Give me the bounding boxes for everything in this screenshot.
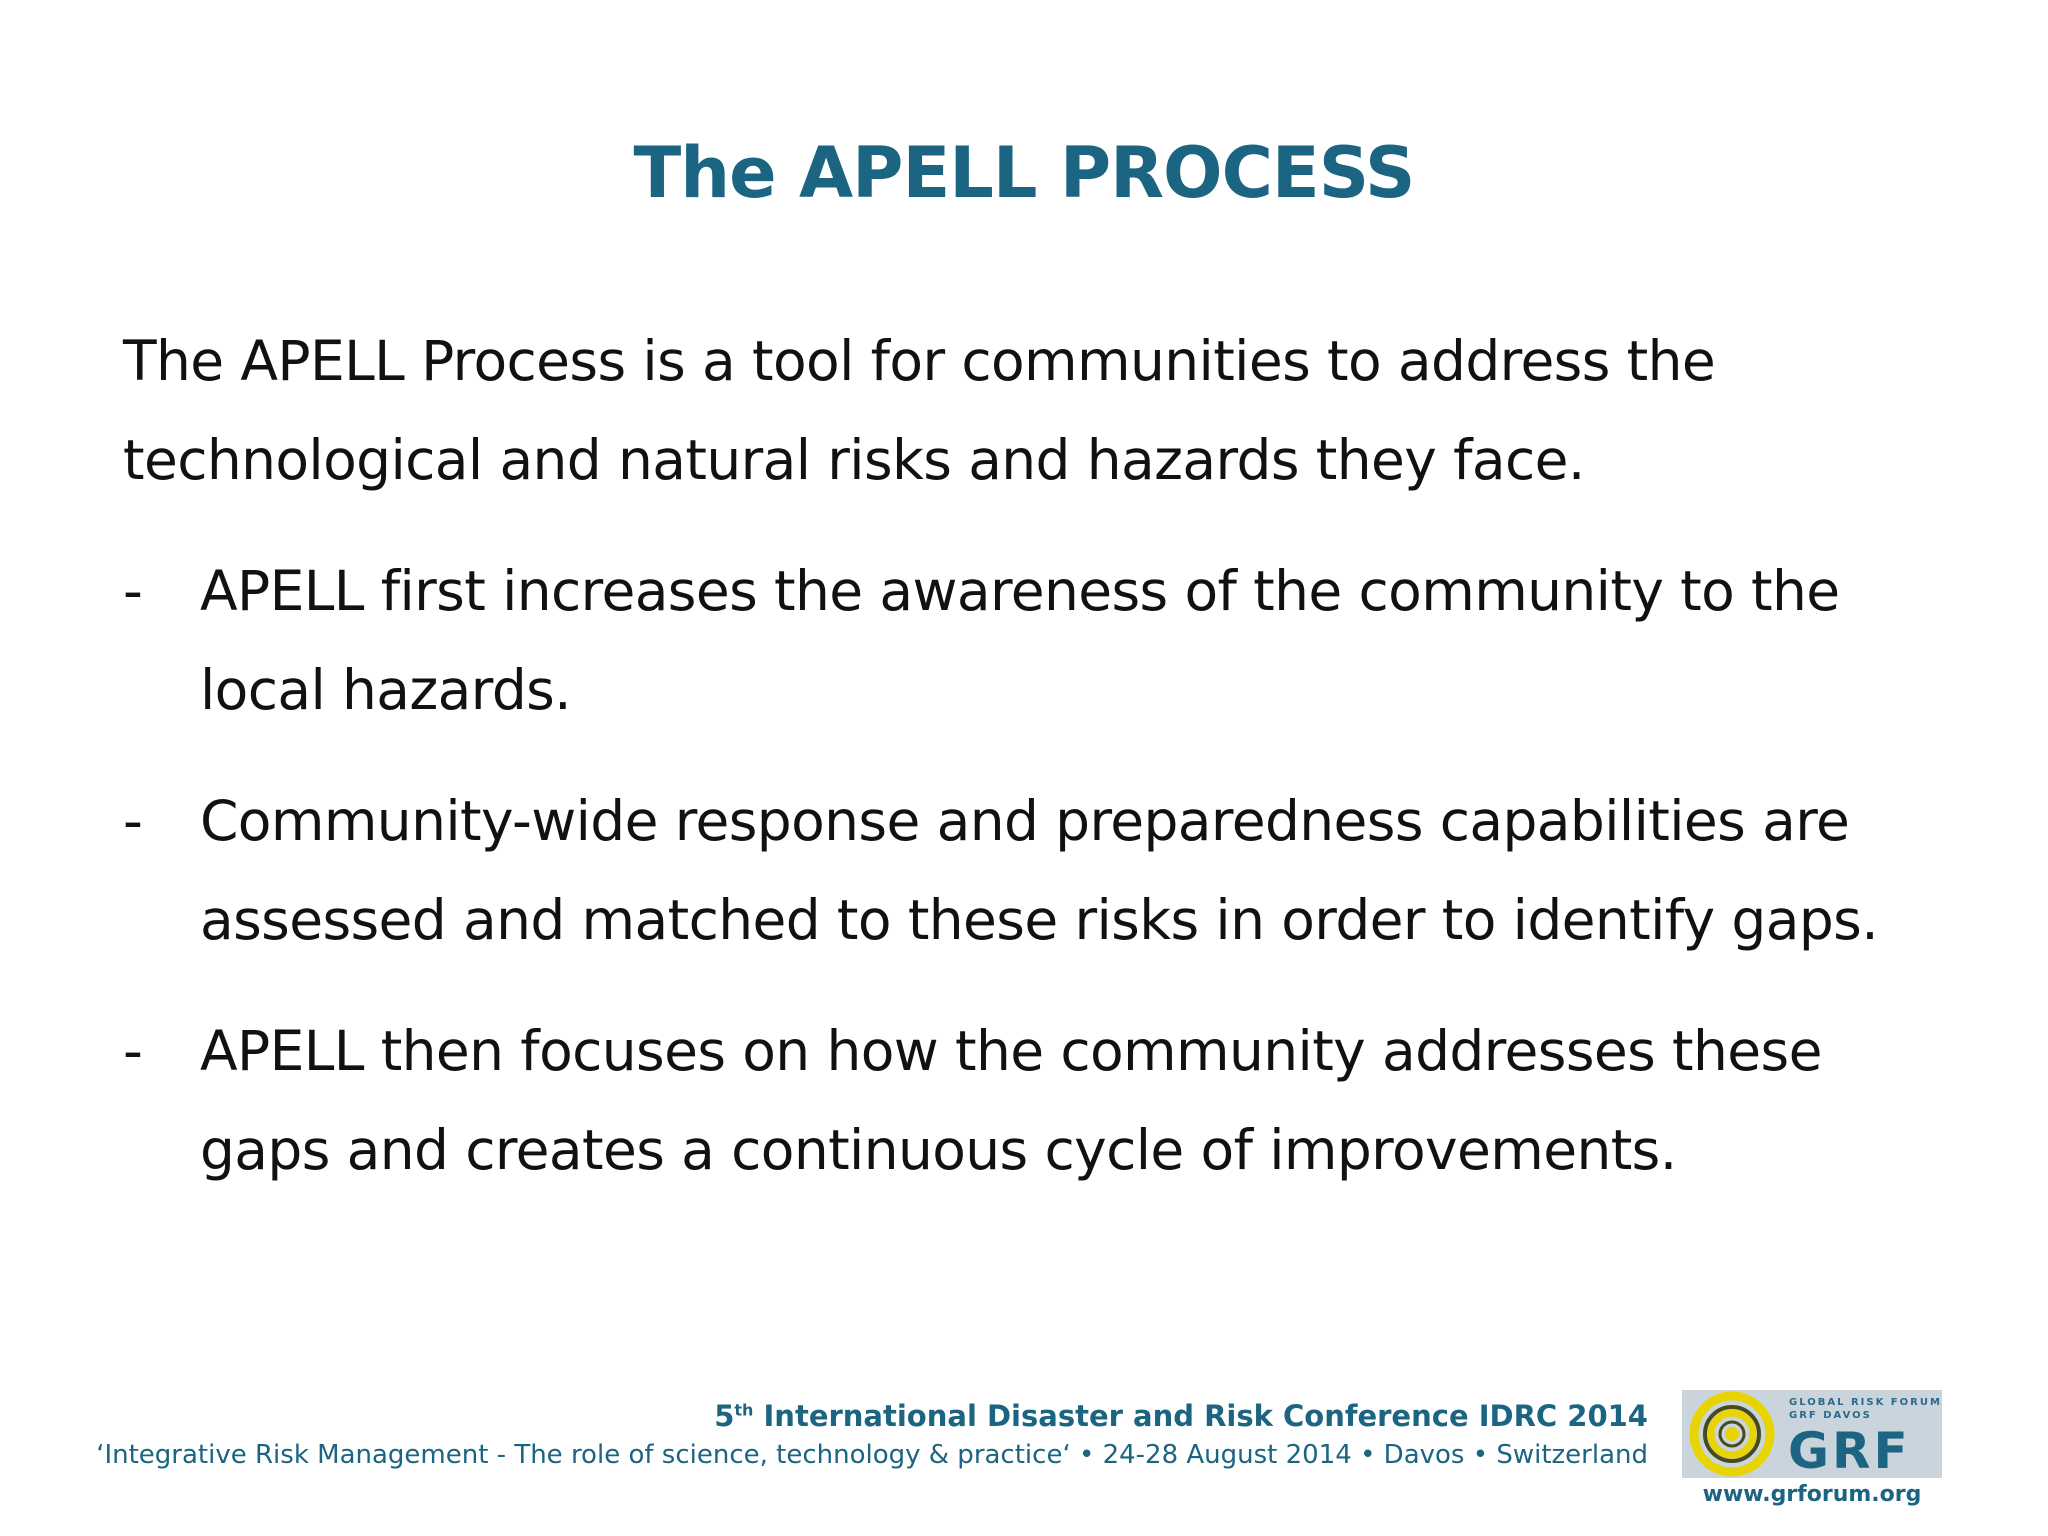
bullet-item [123, 1002, 1953, 1200]
intro-paragraph [123, 312, 1953, 510]
bullet-dash: - [123, 789, 143, 853]
conference-title [96, 1396, 1648, 1436]
bullet-dash: - [123, 1019, 143, 1083]
bullet-item [123, 542, 1953, 740]
bullet-line: local hazards. [200, 658, 572, 722]
bullet-dash: - [123, 559, 143, 623]
bullet-line: assessed and matched to these risks in order to identify gaps. [200, 888, 1879, 952]
bullet-line: APELL first increases the awareness of the community to the [200, 559, 1840, 623]
bullet-list [123, 542, 1953, 1200]
logo-url: www.grforum.org [1702, 1482, 1922, 1507]
concentric-circles-icon [1682, 1390, 1786, 1478]
grf-logo [1682, 1390, 1942, 1478]
conference-ordinal: th [734, 1400, 754, 1420]
intro-line-2: technological and natural risks and hazards they face. [123, 428, 1585, 492]
logo-small-line-2: GRF DAVOS [1789, 1410, 1872, 1421]
intro-line-1: The APELL Process is a tool for communities to address the [123, 329, 1716, 393]
conference-name: International Disaster and Risk Conference IDRC 2014 [753, 1399, 1648, 1433]
logo-name: GRF [1788, 1422, 1911, 1480]
slide-body [123, 312, 1953, 1200]
logo-small-text [1789, 1396, 1942, 1422]
slide-title: The APELL PROCESS [633, 132, 1415, 214]
bullet-line: gaps and creates a continuous cycle of improvements. [200, 1118, 1677, 1182]
bullet-line: APELL then focuses on how the community addresses these [200, 1019, 1822, 1083]
bullet-item [123, 772, 1953, 970]
conference-footer [96, 1396, 1648, 1474]
bullet-line: Community-wide response and preparedness capabilities are [200, 789, 1850, 853]
logo-small-line-1: GLOBAL RISK FORUM [1789, 1397, 1942, 1408]
conference-number: 5 [714, 1399, 735, 1433]
conference-subtitle: ‘Integrative Risk Management - The role of science, technology & practice‘ • 24-28 August 2014 • Davos • Switzerland [96, 1440, 1648, 1470]
